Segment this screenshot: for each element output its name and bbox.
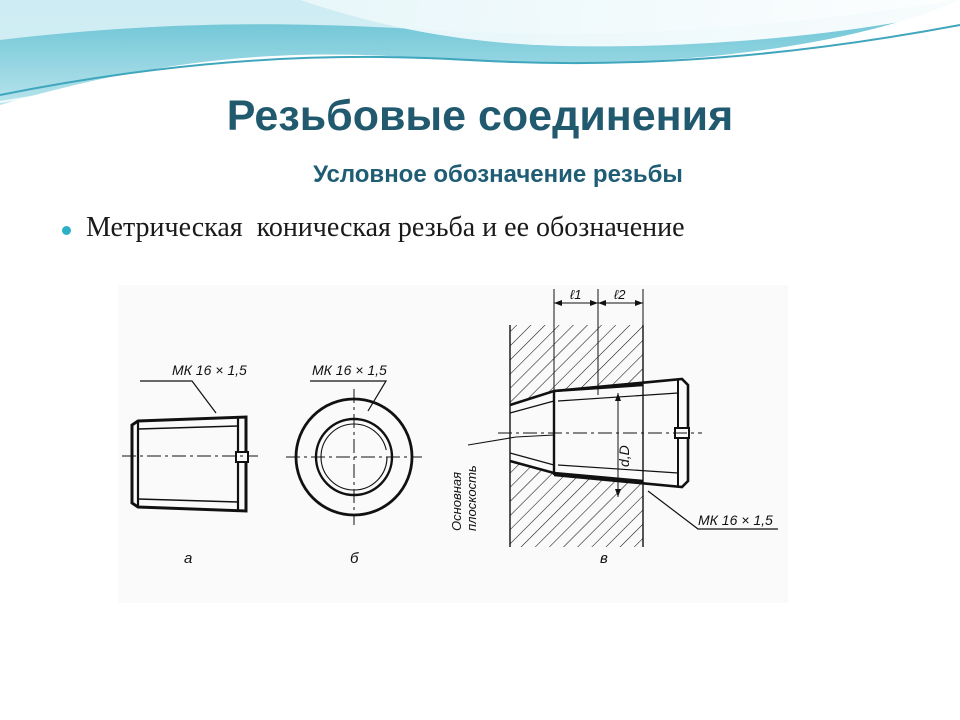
view-a-label: а bbox=[184, 550, 193, 567]
view-a-designation: МК 16 × 1,5 bbox=[172, 362, 247, 378]
dim-diameter: d,D bbox=[616, 445, 632, 467]
view-b-label: б bbox=[350, 550, 359, 567]
bullet-item bbox=[62, 212, 685, 244]
slide-title: Резьбовые соединения bbox=[226, 92, 734, 140]
base-plane-label-line2: плоскость bbox=[464, 465, 479, 531]
view-c-designation: МК 16 × 1,5 bbox=[698, 512, 773, 528]
thread-drawing-figure bbox=[118, 285, 788, 603]
view-b-designation: МК 16 × 1,5 bbox=[312, 362, 387, 378]
bullet-dot-icon bbox=[62, 226, 71, 235]
slide-subtitle: Условное обозначение резьбы bbox=[313, 161, 683, 188]
dim-l1: ℓ1 bbox=[570, 287, 582, 302]
bullet-text: Метрическая коническая резьба и ее обозначение bbox=[86, 212, 685, 243]
thread-drawing bbox=[118, 285, 788, 603]
base-plane-label-line1: Основная bbox=[449, 471, 464, 531]
view-c-label: в bbox=[600, 550, 608, 567]
dim-l2: ℓ2 bbox=[614, 287, 626, 302]
